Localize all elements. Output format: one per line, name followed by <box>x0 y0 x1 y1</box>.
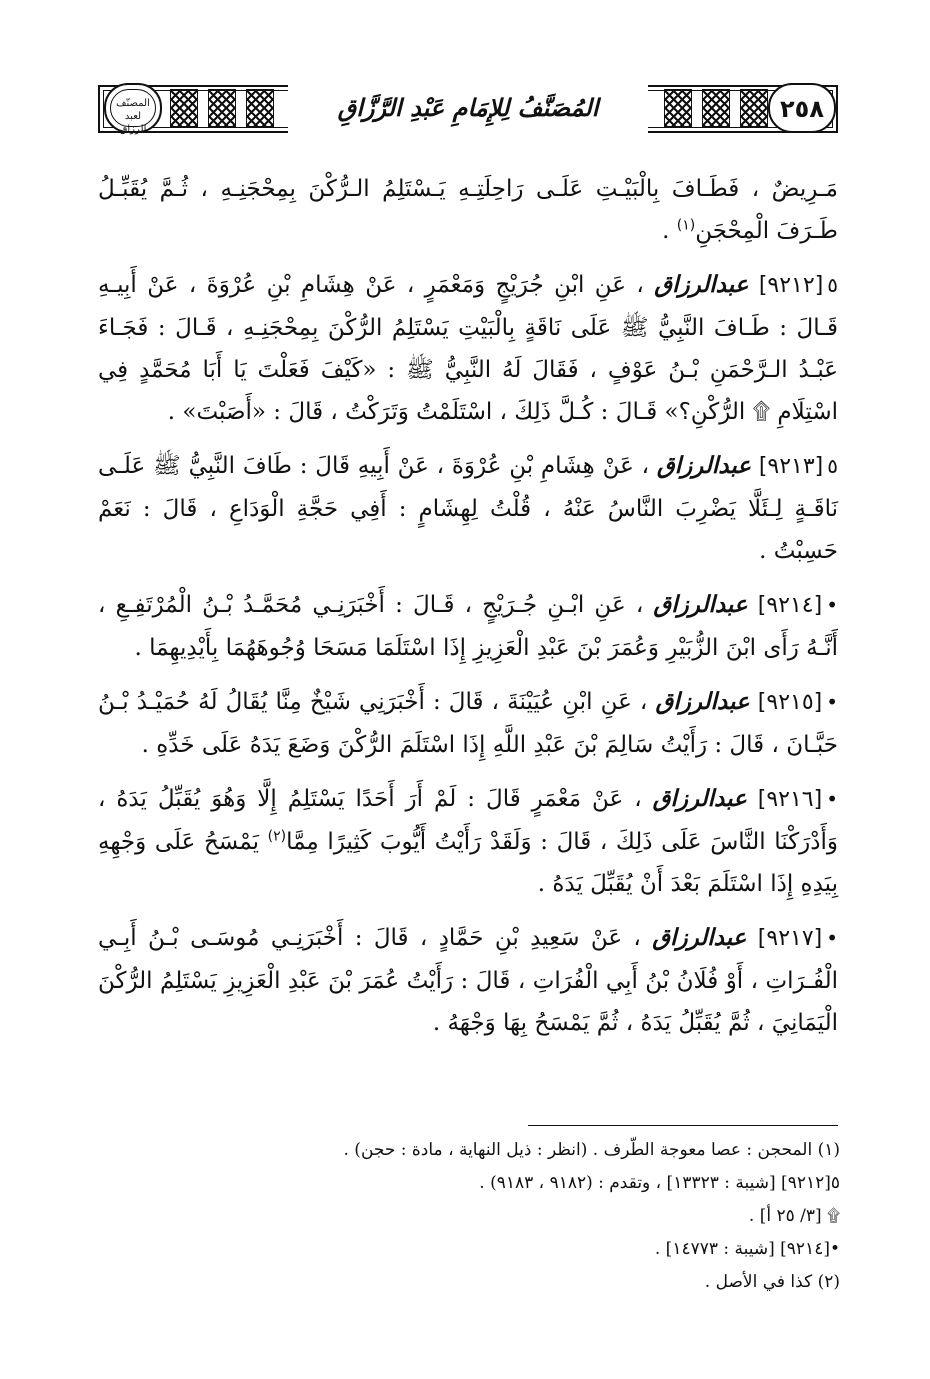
hadith-text: ، عَنْ سَعِيدِ بْنِ حَمَّادٍ ، قَالَ : أَخْبَرَنِـي مُوسَـى بْـنُ أَبِـي الْفُـرَاتِ ، أَوْ فُلَانُ بْنُ أَبِي الْفُرَاتِ ، قَالَ : رَأَيْتُ عُمَرَ بْنَ عَبْدِ الْعَزِيزِ يَسْتَلِمُ الرُّكْنَ الْيَمَانِيَ ، ثُمَّ يُقَبِّلُ يَدَهُ ، ثُمَّ يَمْسَحُ بِهَا وَجْهَهُ . <box>98 925 838 1036</box>
hadith-text: ، عَنِ ابْنِ جُرَيْجٍ وَمَعْمَرٍ ، عَنْ هِشَامِ بْنِ عُرْوَةَ ، عَنْ أَبِيـهِ قَـالَ : طَـافَ النَّبِيُّ ﷺ عَلَى نَاقَةٍ بِالْبَيْتِ يَسْتَلِمُ الرُّكْنَ بِمِحْجَنِـهِ ، قَـالَ : فَجَـاءَ عَبْـدُ الـرَّحْمَنِ بْـنُ عَوْفٍ ، فَقَالَ لَهُ النَّبِيُّ ﷺ : «كَيْفَ فَعَلْتَ يَا أَبَا مُحَمَّدٍ فِي اسْتِلَامِ ۩ الرُّكْنِ؟» قَـالَ : كُـلَّ ذَلِكَ ، اسْتَلَمْتُ وَتَرَكْتُ ، قَالَ : «أَصَبْتَ» . <box>98 272 838 425</box>
paragraph-end: . <box>662 218 677 244</box>
bullet-marker: • <box>826 787 839 811</box>
author-name: عبدالرزاق <box>654 271 749 298</box>
footnote-manuscript-folio: ۩ [٣/ ٢٥ أ] . <box>748 1206 840 1226</box>
hadith-number: [٩٢١٥] <box>757 690 823 715</box>
author-name: عبدالرزاق <box>656 452 752 479</box>
footnote-2: (٢) كذا في الأصل . <box>704 1272 840 1292</box>
hadith-text: ، عَنْ مَعْمَرٍ قَالَ : لَمْ أَرَ أَحَدًا يَسْتَلِمُ إِلَّا وَهُوَ يُقَبِّلُ يَدَهُ ، وَأَدْرَكْنَا النَّاسَ عَلَى ذَلِكَ ، قَالَ : وَلَقَدْ رَأَيْتُ أَيُّوبَ كَثِيرًا مِمَّا <box>98 786 838 855</box>
footnote-separator <box>528 1125 838 1126</box>
book-logo <box>104 83 162 133</box>
author-name: عبدالرزاق <box>653 591 748 618</box>
footnote-ref[interactable]: (١) <box>676 217 696 234</box>
main-text <box>98 168 838 1056</box>
hadith-number: [٩٢١٢] <box>758 273 824 298</box>
hadith-9217 <box>98 917 838 1044</box>
ornament-icon <box>702 89 730 127</box>
footnote-source-9214: •[٩٢١٤] [شيبة : ١٤٧٧٣] . <box>654 1239 840 1259</box>
hadith-9212 <box>98 264 838 433</box>
author-name: عبدالرزاق <box>655 688 750 715</box>
bullet-marker: • <box>826 690 839 714</box>
hadith-9214 <box>98 584 838 669</box>
ornament-icon <box>740 89 768 127</box>
hadith-number: [٩٢١٦] <box>757 787 823 812</box>
footnote-1: (١) المحجن : عصا معوجة الطّرف . (انظر : ذيل النهاية ، مادة : حجن) . <box>343 1140 840 1160</box>
hadith-text: ، عَنْ هِشَامِ بْنِ عُرْوَةَ ، عَنْ أَبِيهِ قَالَ : طَافَ النَّبِيُّ ﷺ عَلَـى نَاقَـةٍ لِـئَلَّا يَضْرِبَ النَّاسُ عَنْهُ ، قُلْتُ لِهِشَامٍ : أَفِي حَجَّةِ الْوَدَاعِ ، قَالَ : نَعَمْ حَسِبْتُ . <box>98 453 838 564</box>
hadith-9215 <box>98 681 838 766</box>
footnote-source-9212: ٥[٩٢١٢] [شيبة : ١٣٣٢٣] ، وتقدم : (٩١٨٢ ، ٩١٨٣) . <box>479 1173 840 1193</box>
author-name: عبدالرزاق <box>652 924 747 951</box>
running-title: المُصَنَّفُ لِلإِمَامِ عَبْدِ الرَّزَّاقِ <box>288 85 648 133</box>
page-number: ٢٥٨ <box>780 95 824 123</box>
bullet-marker: • <box>826 926 839 950</box>
paragraph-continuation <box>98 168 838 252</box>
hadith-text: ، عَنِ ابْـنِ جُـرَيْجٍ ، قَـالَ : أَخْبَرَنِـي مُحَمَّـدُ بْـنُ الْمُرْتَفِـعِ ، أَنَّـهُ رَأَى ابْنَ الزُّبَيْرِ وَعُمَرَ بْنَ عَبْدِ الْعَزِيزِ إِذَا اسْتَلَمَا مَسَحَا وُجُوهَهُمَا بِأَيْدِيهِمَا . <box>98 592 838 661</box>
hadith-9216 <box>98 778 838 905</box>
hadith-number: [٩٢١٤] <box>757 593 823 618</box>
hadith-number: [٩٢١٣] <box>758 454 824 479</box>
page-header <box>98 85 838 133</box>
hadith-text: ، عَنِ ابْنِ عُيَيْنَةَ ، قَالَ : أَخْبَرَنِي شَيْخٌ مِنَّا يُقَالُ لَهُ حُمَيْـدُ بْـنُ حَبَّـانَ ، قَالَ : رَأَيْتُ سَالِمَ بْنَ عَبْدِ اللَّهِ إِذَا اسْتَلَمَ الرُّكْنَ وَضَعَ يَدَهُ عَلَى خَدِّهِ . <box>98 689 838 758</box>
hadith-number: [٩٢١٧] <box>757 926 823 951</box>
ornament-icon <box>664 89 692 127</box>
author-name: عبدالرزاق <box>652 785 747 812</box>
footnote-ref[interactable]: (٢) <box>267 828 287 845</box>
hollow-circle-marker: ٥ <box>827 273 839 297</box>
paragraph-text: مَـرِيضٌ ، فَطَـافَ بِالْبَيْـتِ عَلَـى رَاحِلَتِـهِ يَـسْتَلِمُ الـرُّكْنَ بِمِحْجَنِـهِ ، ثُـمَّ يُقَبِّـلُ طَـرَفَ الْمِحْجَنِ <box>98 176 838 244</box>
ornament-icon <box>246 89 274 127</box>
bullet-marker: • <box>826 593 839 617</box>
ornament-icon <box>208 89 236 127</box>
hollow-circle-marker: ٥ <box>827 454 839 478</box>
footnotes <box>98 1134 840 1299</box>
book-logo-text: المصنّف لعبد الرزاق <box>110 89 156 127</box>
hadith-9213 <box>98 445 838 572</box>
ornament-icon <box>170 89 198 127</box>
hadith-text-cont: يَمْسَحُ عَلَى وَجْهِهِ بِيَدِهِ إِذَا اسْتَلَمَ بَعْدَ أَنْ يُقَبِّلَ يَدَهُ . <box>98 829 838 897</box>
